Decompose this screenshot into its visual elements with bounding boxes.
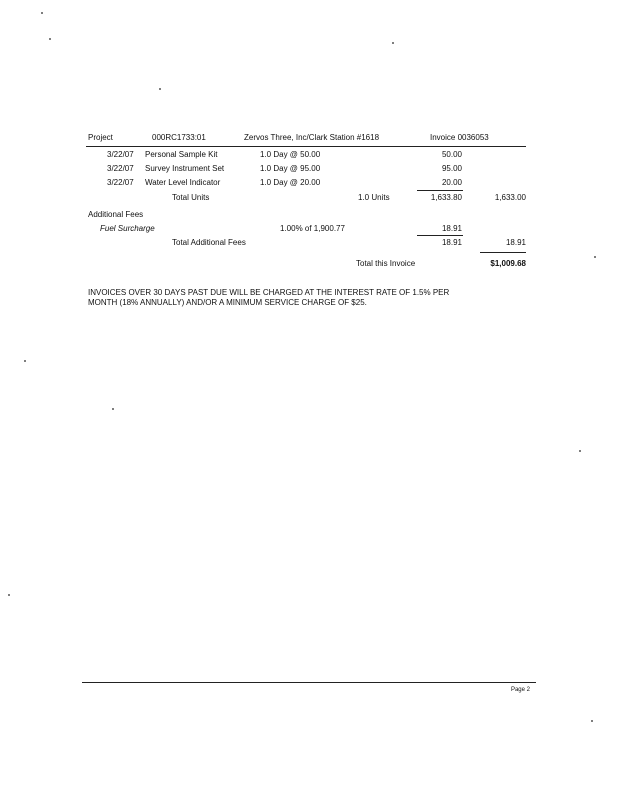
scan-speck	[49, 38, 51, 40]
fuel-surcharge-label: Fuel Surcharge	[100, 224, 155, 233]
scan-speck	[24, 360, 26, 362]
total-units-label: Total Units	[172, 193, 210, 202]
total-additional-fees-label: Total Additional Fees	[172, 238, 246, 247]
scan-speck	[112, 408, 114, 410]
additional-fees-heading: Additional Fees	[88, 210, 144, 219]
late-payment-notice-line1: INVOICES OVER 30 DAYS PAST DUE WILL BE CHARGED AT THE INTEREST RATE OF 1.5% PER	[88, 288, 450, 297]
line-item-description: Survey Instrument Set	[145, 164, 225, 173]
line-item-description: Water Level Indicator	[145, 178, 221, 187]
scan-speck	[579, 450, 581, 452]
scan-speck	[41, 12, 43, 14]
line-item-date: 3/22/07	[107, 178, 134, 187]
line-item-quantity: 1.0 Day @ 95.00	[260, 164, 321, 173]
header-rule	[86, 146, 526, 147]
late-payment-notice-line2: MONTH (18% ANNUALLY) AND/OR A MINIMUM SERVICE CHARGE OF $25.	[88, 298, 367, 307]
total-units-amount: 1,633.80	[430, 193, 462, 202]
units-rule	[417, 190, 463, 191]
line-item-date: 3/22/07	[107, 164, 134, 173]
scan-speck	[8, 594, 10, 596]
footer-rule	[82, 682, 536, 683]
scan-speck	[591, 720, 593, 722]
scan-speck	[392, 42, 394, 44]
line-item-date: 3/22/07	[107, 150, 134, 159]
project-label: Project	[88, 133, 113, 142]
total-additional-fees-amount: 18.91	[441, 238, 462, 247]
page-number: Page 2	[510, 687, 530, 693]
line-item-quantity: 1.0 Day @ 50.00	[260, 150, 321, 159]
total-additional-fees-total: 18.91	[505, 238, 526, 247]
line-item-amount: 50.00	[441, 150, 462, 159]
line-item-amount: 95.00	[441, 164, 462, 173]
fees-rule	[417, 235, 463, 236]
scan-speck	[594, 256, 596, 258]
total-units-count: 1.0 Units	[358, 193, 390, 202]
invoice-total-label: Total this Invoice	[356, 259, 416, 268]
total-rule	[480, 252, 526, 253]
line-item-amount: 20.00	[441, 178, 462, 187]
line-item-description: Personal Sample Kit	[145, 150, 218, 159]
invoice-number: Invoice 0036053	[430, 133, 489, 142]
fuel-surcharge-amount: 18.91	[441, 224, 462, 233]
project-number: 000RC1733:01	[152, 133, 206, 142]
scan-speck	[159, 88, 161, 90]
invoice-total-amount: $1,009.68	[490, 259, 526, 268]
client-name: Zervos Three, Inc/Clark Station #1618	[244, 133, 380, 142]
line-item-quantity: 1.0 Day @ 20.00	[260, 178, 321, 187]
total-units-total: 1,633.00	[494, 193, 526, 202]
fuel-surcharge-rate: 1.00% of 1,900.77	[280, 224, 345, 233]
